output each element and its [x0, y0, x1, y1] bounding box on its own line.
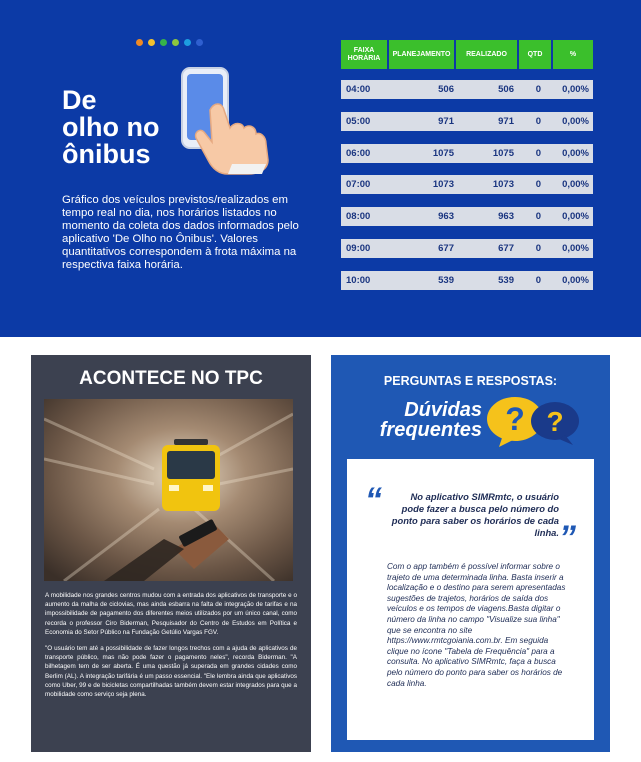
banner-title-line-1: De — [62, 85, 97, 115]
banner-title — [62, 87, 159, 168]
cell-qtd: 0 — [535, 274, 541, 286]
header-realizado: REALIZADO — [456, 40, 517, 69]
cell-done: 677 — [498, 242, 514, 254]
header-percent: % — [553, 40, 593, 69]
cell-done: 1073 — [492, 179, 514, 191]
cell-qtd: 0 — [535, 242, 541, 254]
cell-qtd: 0 — [535, 115, 541, 127]
cell-qtd: 0 — [535, 147, 541, 159]
table-row — [341, 271, 593, 290]
cell-percent: 0,00% — [562, 179, 589, 191]
cell-hour: 06:00 — [346, 147, 371, 159]
cell-hour: 05:00 — [346, 115, 371, 127]
cell-done: 506 — [498, 84, 514, 95]
quote-close-icon: ” — [559, 519, 576, 557]
tpc-title: ACONTECE NO TPC — [79, 368, 263, 389]
banner-description: Gráfico dos veículos previstos/realizados em tempo real no dia, nos horários listados no momento da coleta dos dados informados pelo aplicativo 'De Olho no Ônibus'. Valores quantitativos correspondem à frota máxima na respectiva faixa horária. — [62, 194, 299, 272]
faq-card — [331, 355, 610, 752]
header-planejamento: PLANEJAMENTO — [389, 40, 454, 69]
faq-title — [380, 400, 482, 440]
tpc-paragraph-2: "O usuário tem até a possibilidade de fazer longos trechos com a ajuda de aplicativos de transporte público, mas não pode fazer o pagamento neles", recorda Biderman. "A bilhetagem tem de ser aberta. É uma questão já superada em grandes cidades como Berlim (AL). A integração tarifária é um passo essencial. "Ele lembra ainda que aplicativos como Uber, 99 e de bicicletas compartilhadas também devem estar integrados para que a mobilidade como serviço seja plena. — [45, 645, 297, 699]
svg-text:?: ? — [505, 401, 525, 437]
cell-done: 971 — [498, 115, 514, 127]
tpc-paragraph-1: A mobilidade nos grandes centros mudou com a entrada dos aplicativos de transporte e o aumento da malha de ciclovias, mas ainda esbarra na falta de integração de tarifas e na impossibilidade de pagamento dos diferentes meios utilizados por um único canal, como recorda o professor Ciro Biderman, Pesquisador do Centro de Estudos em Política e Economia do Setor Público na Fundação Getúlio Vargas FGV. — [45, 592, 297, 636]
cell-done: 539 — [498, 274, 514, 286]
cell-percent: 0,00% — [562, 147, 589, 159]
dot-blue — [196, 39, 203, 46]
cell-qtd: 0 — [535, 211, 541, 223]
cell-hour: 08:00 — [346, 211, 371, 223]
dot-orange — [136, 39, 143, 46]
cell-qtd: 0 — [535, 84, 541, 95]
cell-planned: 1073 — [432, 179, 454, 191]
cell-planned: 971 — [438, 115, 454, 127]
cell-qtd: 0 — [535, 179, 541, 191]
table-row — [341, 112, 593, 131]
tpc-news-card — [31, 355, 311, 752]
cell-planned: 539 — [438, 274, 454, 286]
faq-header: PERGUNTAS E RESPOSTAS: — [383, 374, 558, 388]
hand-phone-icon — [170, 64, 280, 176]
banner-title-line-3: ônibus — [62, 139, 151, 169]
dot-yellow — [148, 39, 155, 46]
table-row — [341, 207, 593, 226]
header-faixa-horaria: FAIXA HORÁRIA — [341, 40, 387, 69]
cell-hour: 09:00 — [346, 242, 371, 254]
table-body — [341, 80, 593, 303]
cell-hour: 07:00 — [346, 179, 371, 191]
dot-cyan — [184, 39, 191, 46]
color-dots — [136, 39, 203, 46]
faq-title-line-1: Dúvidas — [404, 399, 482, 421]
table-row — [341, 144, 593, 163]
cell-percent: 0,00% — [562, 211, 589, 223]
cell-hour: 10:00 — [346, 274, 371, 286]
quote-open-icon: “ — [365, 481, 382, 519]
cell-planned: 506 — [438, 84, 454, 95]
table-row — [341, 175, 593, 194]
header-qtd: QTD — [519, 40, 551, 69]
dot-green — [160, 39, 167, 46]
cell-planned: 963 — [438, 211, 454, 223]
banner-title-line-2: olho no — [62, 112, 160, 142]
faq-title-line-2: frequentes — [379, 419, 482, 441]
cell-percent: 0,00% — [562, 84, 589, 95]
faq-answer-box — [347, 459, 594, 740]
top-banner — [0, 0, 641, 337]
cell-done: 1075 — [492, 147, 514, 159]
table-row — [341, 80, 593, 99]
table-header — [341, 40, 593, 69]
question-bubbles-icon — [485, 395, 585, 447]
cell-hour: 04:00 — [346, 84, 371, 95]
tpc-article — [45, 591, 297, 699]
cell-percent: 0,00% — [562, 242, 589, 254]
svg-text:?: ? — [546, 406, 564, 437]
faq-answer: Com o app também é possível informar sobre o trajeto de uma determinada linha. Basta inserir a localização e o destino para serem apresentadas sugestões de trajetos, horários de saída dos veículos e os tempos de viagens.Basta digitar o número da linha no campo "Visualize sua linha" que se encontra no site https://www.rmtcgoiania.com.br. Em seguida clique no ícone "Tabela de Frequência" para a consulta. No aplicativo SIMRmtc, faça a busca pelo número do ponto para saber os horários de cada linha. — [387, 562, 566, 688]
cell-planned: 677 — [438, 242, 454, 254]
cell-percent: 0,00% — [562, 274, 589, 286]
cell-planned: 1075 — [432, 147, 454, 159]
faq-question: No aplicativo SIMRmtc, o usuário pode fazer a busca pelo número do ponto para saber os horários de cada linha. — [391, 491, 559, 538]
cell-percent: 0,00% — [562, 115, 589, 127]
cell-done: 963 — [498, 211, 514, 223]
table-row — [341, 239, 593, 258]
dot-lightgreen — [172, 39, 179, 46]
bus-phone-photo — [44, 399, 293, 581]
